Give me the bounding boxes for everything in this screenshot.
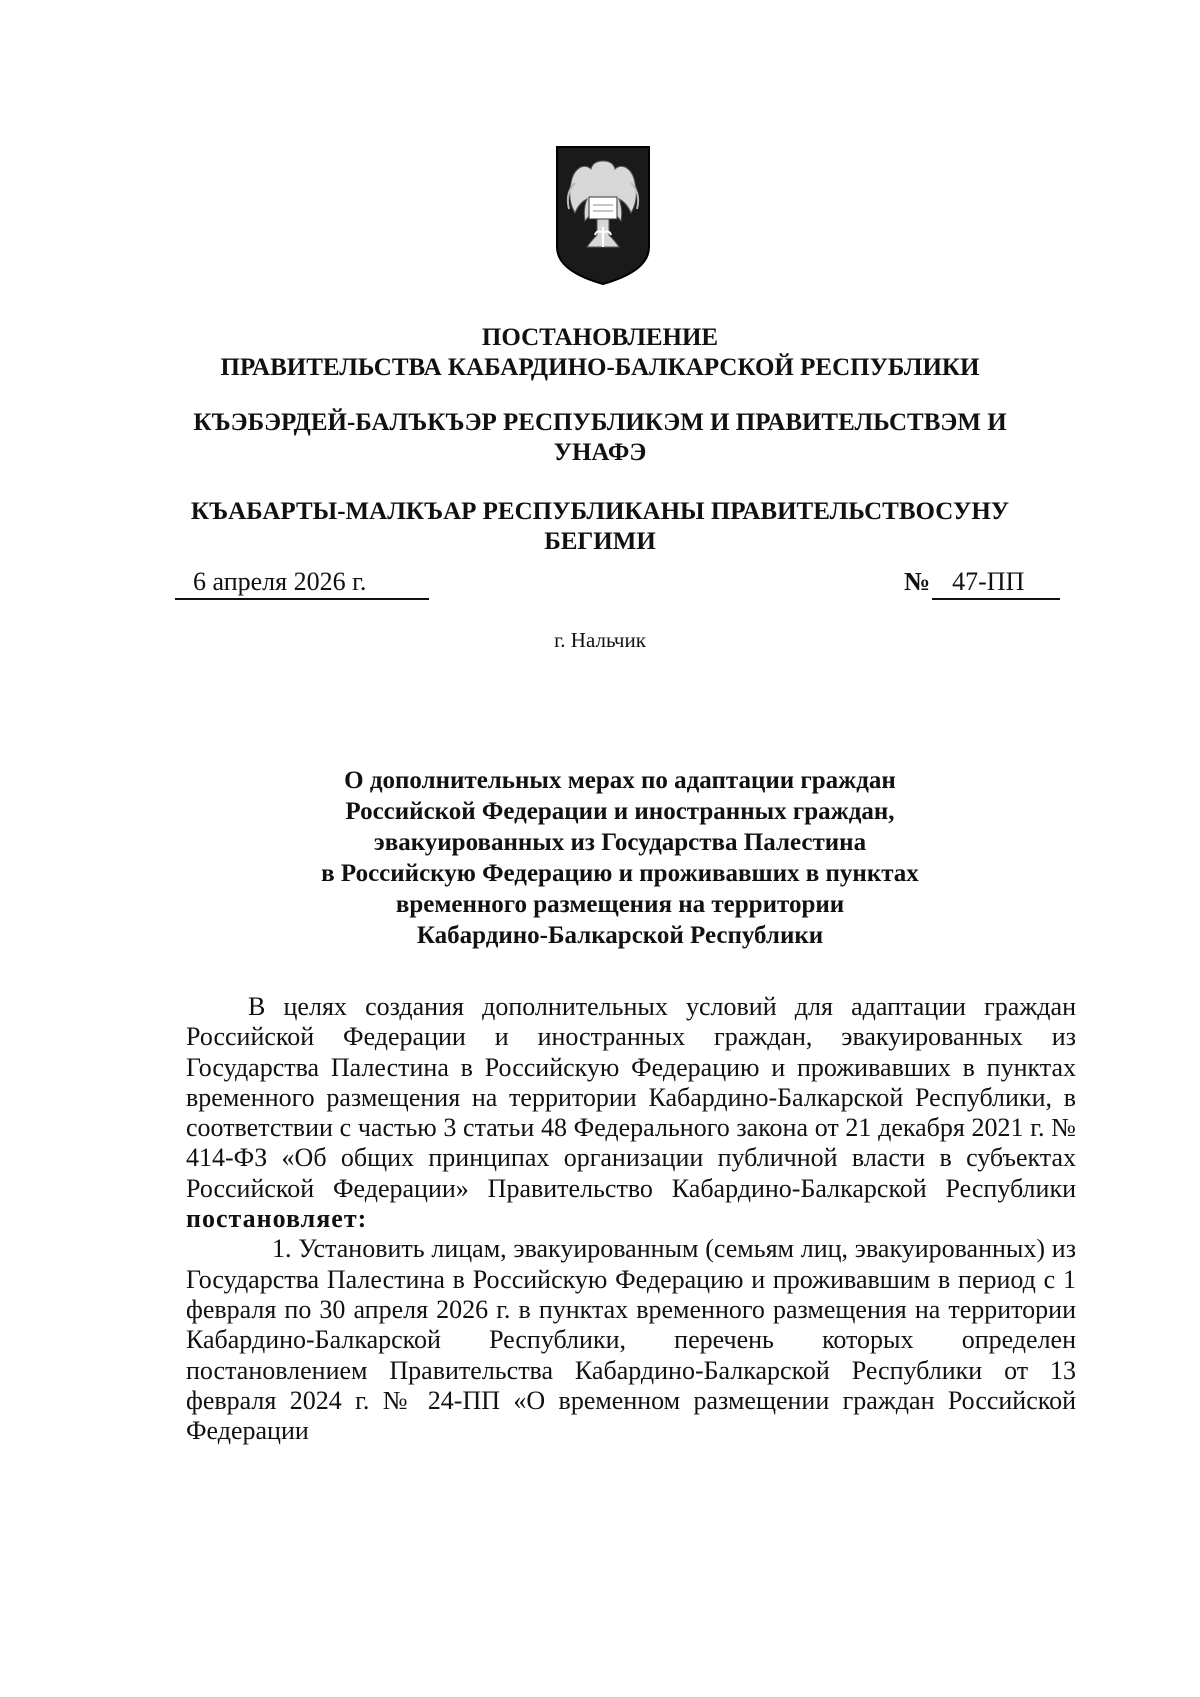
intro-paragraph	[186, 992, 1076, 1234]
title-line: эвакуированных из Государства Палестина	[373, 829, 867, 856]
decree-header-russian	[150, 323, 1050, 383]
item-1-paragraph: 1. Установить лицам, эвакуированным (семьям лиц, эвакуированных) из Государства Палестина в Российскую Федерацию и проживавшим в период с 1 февраля по 30 апреля 2026 г. в пунктах временного размещения на территории Кабардино-Балкарской Республики, перечень которых определен постановлением Правительства Кабардино-Балкарской Республики от 13 февраля 2024 г. № 24-ПП «О временном размещении граждан Российской Федерации	[186, 1234, 1076, 1446]
city-name: г. Нальчик	[554, 628, 646, 652]
title-line: в Российскую Федерацию и проживавших в пунктах	[321, 860, 919, 887]
decree-date: 6 апреля 2026 г.	[175, 566, 429, 600]
title-line: временного размещения на территории	[395, 891, 845, 918]
decree-number	[904, 566, 1060, 600]
decree-body	[186, 992, 1076, 1446]
decree-header-balkar: КЪАБАРТЫ-МАЛКЪАР РЕСПУБЛИКАНЫ ПРАВИТЕЛЬСТВОСУНУ БЕГИМИ	[190, 498, 1010, 555]
decree-header-kabardian: КЪЭБЭРДЕЙ-БАЛЪКЪЭР РЕСПУБЛИКЭМ И ПРАВИТЕЛЬСТВЭМ И УНАФЭ	[193, 409, 1007, 466]
decree-word: постановляет:	[186, 1204, 368, 1234]
number-sign: №	[904, 567, 931, 596]
header-line-2: ПРАВИТЕЛЬСТВА КАБАРДИНО-БАЛКАРСКОЙ РЕСПУБЛИКИ	[220, 354, 980, 381]
title-line: Российской Федерации и иностранных граждан,	[345, 798, 895, 825]
title-line: Кабардино-Балкарской Республики	[416, 922, 824, 949]
intro-text: В целях создания дополнительных условий для адаптации граждан Российской Федерации и иностранных граждан, эвакуированных из Государства Палестина в Российскую Федерацию и проживавших в пунктах временного размещения на территории Кабардино-Балкарской Республики, в соответствии с частью 3 статьи 48 Федерального закона от 21 декабря 2021 г. № 414-ФЗ «Об общих принципах организации публичной власти в субъектах Российской Федерации» Правительство Кабардино-Балкарской Республики	[186, 992, 1076, 1203]
title-line: О дополнительных мерах по адаптации граждан	[344, 767, 896, 794]
coat-of-arms-emblem	[553, 143, 653, 288]
number-value: 47-ПП	[932, 566, 1060, 600]
header-line-1: ПОСТАНОВЛЕНИЕ	[481, 324, 719, 351]
decree-title	[200, 765, 1040, 951]
